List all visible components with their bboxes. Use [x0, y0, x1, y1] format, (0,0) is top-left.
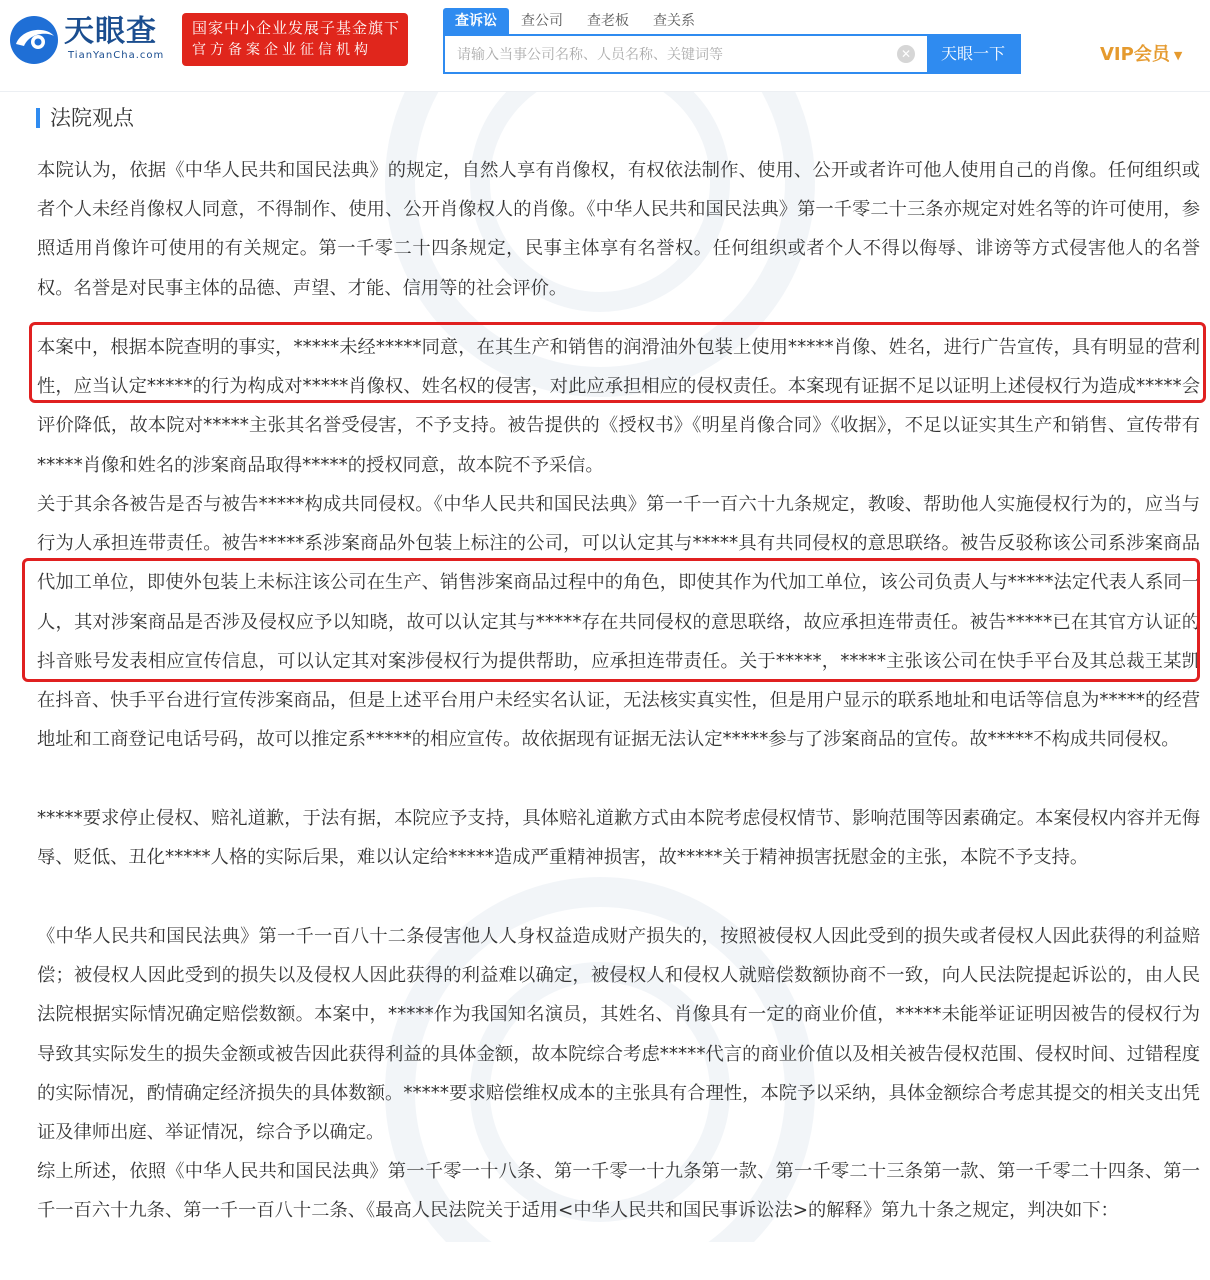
- opinion-paragraph-1: 本院认为，依据《中华人民共和国民法典》的规定，自然人享有肖像权，有权依法制作、使用、公开或者许可他人使用自己的肖像。任何组织或者个人未经肖像权人同意，不得制作、使用、公开肖像权人的肖像。《中华人民共和国民法典》第一千零二十三条亦规定对姓名等的许可使用，参照适用肖像许可使用的有关规定。第一千零二十四条规定，民事主体享有名誉权。任何组织或者个人不得以侮辱、诽谤等方式侵害他人的名誉权。名誉是对民事主体的品德、声望、才能、信用等的社会评价。: [37, 160, 1200, 299]
- gov-badge: [182, 13, 408, 66]
- tab-boss[interactable]: 查老板: [587, 13, 629, 29]
- tianyancha-logo-icon: [8, 14, 60, 66]
- gov-badge-line1: 国家中小企业发展子基金旗下: [192, 19, 401, 37]
- vip-label: VIP会员: [1100, 44, 1170, 65]
- search-button[interactable]: 天眼一下: [927, 36, 1019, 72]
- tab-litigation[interactable]: 查诉讼: [443, 8, 509, 34]
- court-opinion-content: [0, 92, 1210, 1280]
- tab-relation[interactable]: 查关系: [653, 13, 695, 29]
- title-accent-bar: [36, 108, 40, 128]
- logo-domain: TianYanCha.com: [68, 50, 165, 61]
- section-title: [36, 104, 134, 132]
- opinion-paragraph-6: 综上所述，依照《中华人民共和国民法典》第一千零一十八条、第一千零一十九条第一款、第一千零二十三条第一款、第一千零二十四条、第一千一百六十九条、第一千一百八十二条、《最高人民法院关于适用<中华人民共和国民事诉讼法>的解释》第九十条之规定，判决如下：: [37, 1161, 1200, 1222]
- opinion-paragraph-4: *****要求停止侵权、赔礼道歉，于法有据，本院应予支持，具体赔礼道歉方式由本院考虑侵权情节、影响范围等因素确定。本案侵权内容并无侮辱、贬低、丑化*****人格的实际后果，难以认定给*****造成严重精神损害，故*****关于精神损害抚慰金的主张，本院不予支持。: [37, 808, 1200, 869]
- search-tabs: [443, 8, 707, 34]
- search-input[interactable]: [445, 36, 885, 72]
- opinion-paragraph-3: 关于其余各被告是否与被告*****构成共同侵权。《中华人民共和国民法典》第一千一百六十九条规定，教唆、帮助他人实施侵权行为的，应当与行为人承担连带责任。被告*****系涉案商品外包装上标注的公司，可以认定其与*****具有共同侵权的意思联络。被告反驳称该公司系涉案商品代加工单位，即使外包装上未标注该公司在生产、销售涉案商品过程中的角色，即使其作为代加工单位，该公司负责人与*****法定代表人系同一人，其对涉案商品是否涉及侵权应予以知晓，故可以认定其与*****存在共同侵权的意思联络，故应承担连带责任。被告*****已在其官方认证的抖音账号发表相应宣传信息，可以认定其对案涉侵权行为提供帮助，应承担连带责任。关于*****，*****主张该公司在快手平台及其总裁王某凯在抖音、快手平台进行宣传涉案商品，但是上述平台用户未经实名认证，无法核实真实性，但是用户显示的联系地址和电话等信息为*****的经营地址和工商登记电话号码，故可以推定系*****的相应宣传。故依据现有证据无法认定*****参与了涉案商品的宣传。故*****不构成共同侵权。: [37, 494, 1200, 751]
- section-title-text: 法院观点: [50, 106, 134, 130]
- site-logo[interactable]: [8, 12, 178, 70]
- vip-member-menu[interactable]: [1100, 40, 1182, 66]
- top-header: [0, 0, 1210, 92]
- opinion-paragraph-2: 本案中，根据本院查明的事实，*****未经*****同意，在其生产和销售的润滑油外包装上使用*****肖像、姓名，进行广告宣传，具有明显的营利性，应当认定*****的行为构成对*****肖像权、姓名权的侵害，对此应承担相应的侵权责任。本案现有证据不足以证明上述侵权行为造成*****会评价降低，故本院对*****主张其名誉受侵害，不予支持。被告提供的《授权书》《明星肖像合同》《收据》，不足以证实其生产和销售、宣传带有*****肖像和姓名的涉案商品取得*****的授权同意，故本院不予采信。: [37, 337, 1200, 476]
- gov-badge-line2: 官方备案企业征信机构: [192, 42, 372, 58]
- search-box: [443, 34, 1021, 74]
- logo-name: 天眼查: [64, 14, 157, 49]
- search-area: [443, 8, 1021, 74]
- caret-down-icon: ▼: [1173, 48, 1183, 62]
- clear-icon[interactable]: ✕: [897, 45, 915, 63]
- tab-company[interactable]: 查公司: [521, 13, 563, 29]
- opinion-paragraph-5: 《中华人民共和国民法典》第一千一百八十二条侵害他人人身权益造成财产损失的，按照被侵权人因此受到的损失或者侵权人因此获得的利益赔偿；被侵权人因此受到的损失以及侵权人因此获得的利益难以确定，被侵权人和侵权人就赔偿数额协商不一致，向人民法院提起诉讼的，由人民法院根据实际情况确定赔偿数额。本案中，*****作为我国知名演员，其姓名、肖像具有一定的商业价值，*****未能举证证明因被告的侵权行为导致其实际发生的损失金额或被告因此获得利益的具体金额，故本院综合考虑*****代言的商业价值以及相关被告侵权范围、侵权时间、过错程度的实际情况，酌情确定经济损失的具体数额。*****要求赔偿维权成本的主张具有合理性，本院予以采纳，具体金额综合考虑其提交的相关支出凭证及律师出庭、举证情况，综合予以确定。: [37, 926, 1200, 1144]
